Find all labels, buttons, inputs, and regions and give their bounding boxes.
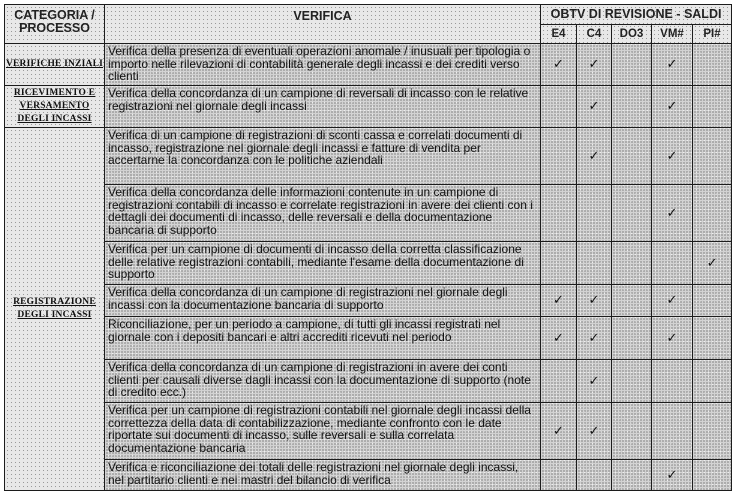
verification-text: Verifica per un campione di documenti di incasso della corretta classificazione delle relative registrazioni contabili, mediante l'esame della documentazione di supporto [105, 242, 541, 285]
objective-cell [577, 360, 612, 403]
audit-table [4, 4, 732, 491]
category-cell: REGISTRAZIONE DEGLI INCASSI [5, 128, 105, 491]
objective-cell [541, 403, 577, 460]
objective-cell [577, 185, 612, 242]
checkmark-icon: ✓ [666, 148, 678, 164]
table-row [5, 460, 732, 491]
objective-cell [541, 86, 577, 128]
verification-text: Verifica della concordanza di un campione di reversali di incasso con le relative registrazioni nel giornale degli incassi [105, 86, 541, 128]
objective-cell [612, 460, 652, 491]
objective-cell [541, 128, 577, 185]
category-cell: RICEVIMENTO E VERSAMENTO DEGLI INCASSI [5, 86, 105, 128]
checkmark-icon: ✓ [588, 99, 600, 114]
checkmark-icon: ✓ [666, 57, 678, 72]
objective-cell [693, 460, 732, 491]
verification-text: Verifica di un campione di registrazioni di sconti cassa e correlati documenti di incasso, registrazione nel giornale degli incassi e fatture di vendita per accertarne la concordanza con le politiche aziendali [105, 128, 541, 185]
checkmark-icon: ✓ [666, 467, 678, 483]
table-row [5, 285, 732, 317]
verification-text: Verifica della concordanza di un campione di registrazioni nel giornale degli incassi con la documentazione bancaria di supporto [105, 285, 541, 317]
checkmark-icon: ✓ [666, 293, 678, 308]
verification-text: Verifica della concordanza di un campione di registrazioni in avere dei conti clienti per causali diverse dagli incassi con la documentazione di supporto (note di credito ecc.) [105, 360, 541, 403]
checkmark-icon: ✓ [553, 293, 564, 308]
objective-cell [612, 242, 652, 285]
objective-cell [612, 185, 652, 242]
table-row [5, 403, 732, 460]
objective-cell [612, 317, 652, 360]
objective-cell [693, 86, 732, 128]
objective-cell [652, 403, 693, 460]
objective-cell [693, 185, 732, 242]
header-objective-do3: DO3 [612, 24, 652, 44]
category-cell: VERIFICHE INZIALI [5, 44, 105, 86]
objective-cell [612, 86, 652, 128]
objective-cell [693, 317, 732, 360]
objective-cell [577, 128, 612, 185]
checkmark-icon: ✓ [706, 255, 718, 271]
objective-cell [693, 360, 732, 403]
checkmark-icon: ✓ [588, 373, 600, 389]
checkmark-icon: ✓ [588, 57, 600, 72]
objective-cell [693, 285, 732, 317]
objective-cell [652, 242, 693, 285]
objective-cell [541, 44, 577, 86]
header-verification: VERIFICA [105, 5, 541, 44]
objective-cell [693, 242, 732, 285]
objective-cell [577, 460, 612, 491]
objective-cell [612, 360, 652, 403]
header-category: CATEGORIA / PROCESSO [5, 5, 105, 44]
objective-cell [693, 44, 732, 86]
table-row [5, 317, 732, 360]
objective-cell [612, 403, 652, 460]
header-objective-c4: C4 [577, 24, 612, 44]
objective-cell [693, 128, 732, 185]
table-row [5, 128, 732, 185]
objective-cell [577, 403, 612, 460]
checkmark-icon: ✓ [588, 148, 600, 164]
objective-cell [612, 128, 652, 185]
table-row [5, 44, 732, 86]
verification-text: Riconciliazione, per un periodo a campione, di tutti gli incassi registrati nel giornale con i depositi bancari e altri accrediti ricevuti nel periodo [105, 317, 541, 360]
objective-cell [652, 44, 693, 86]
checkmark-icon: ✓ [666, 99, 678, 114]
checkmark-icon: ✓ [666, 205, 678, 221]
objective-cell [693, 403, 732, 460]
objective-cell [652, 185, 693, 242]
checkmark-icon: ✓ [553, 330, 564, 346]
checkmark-icon: ✓ [588, 423, 600, 439]
verification-text: Verifica e riconciliazione dei totali delle registrazioni nel giornale degli incassi, nel partitario clienti e nei mastri del bilancio di verifica [105, 460, 541, 491]
objective-cell [652, 128, 693, 185]
objective-cell [541, 242, 577, 285]
checkmark-icon: ✓ [553, 57, 564, 72]
objective-cell [652, 360, 693, 403]
objective-cell [612, 44, 652, 86]
checkmark-icon: ✓ [553, 423, 564, 439]
verification-text: Verifica della concordanza delle informazioni contenute in un campione di registrazioni contabili di incasso e correlate registrazioni in avere dei clienti con i dettagli dei documenti di incasso, delle reversali e della documentazione bancaria di supporto [105, 185, 541, 242]
header-objectives-group: OBTV DI REVISIONE - SALDI [541, 5, 732, 25]
table-row [5, 185, 732, 242]
objective-cell [541, 460, 577, 491]
checkmark-icon: ✓ [588, 293, 600, 308]
objective-cell [652, 86, 693, 128]
table-row [5, 360, 732, 403]
verification-text: Verifica della presenza di eventuali operazioni anomale / inusuali per tipologia o importo nelle rilevazioni di contabilità generale degli incassi e dei crediti verso clienti [105, 44, 541, 86]
objective-cell [541, 317, 577, 360]
objective-cell [652, 460, 693, 491]
objective-cell [652, 285, 693, 317]
objective-cell [612, 285, 652, 317]
objective-cell [577, 285, 612, 317]
audit-table-frame [4, 4, 731, 488]
header-objective-e4: E4 [541, 24, 577, 44]
table-row [5, 242, 732, 285]
header-objective-pi: PI# [693, 24, 732, 44]
objective-cell [541, 285, 577, 317]
table-row [5, 86, 732, 128]
header-objective-vm: VM# [652, 24, 693, 44]
objective-cell [577, 44, 612, 86]
objective-cell [541, 360, 577, 403]
checkmark-icon: ✓ [666, 330, 678, 346]
objective-cell [652, 317, 693, 360]
checkmark-icon: ✓ [588, 330, 600, 346]
objective-cell [541, 185, 577, 242]
objective-cell [577, 242, 612, 285]
verification-text: Verifica per un campione di registrazioni contabili nel giornale degli incassi della correttezza della data di contabilizzazione, mediante confronto con le date riportate sui documenti di incasso, sulle reversali e sulla correlata documentazione bancaria [105, 403, 541, 460]
audit-table-body [5, 44, 732, 491]
objective-cell [577, 317, 612, 360]
objective-cell [577, 86, 612, 128]
